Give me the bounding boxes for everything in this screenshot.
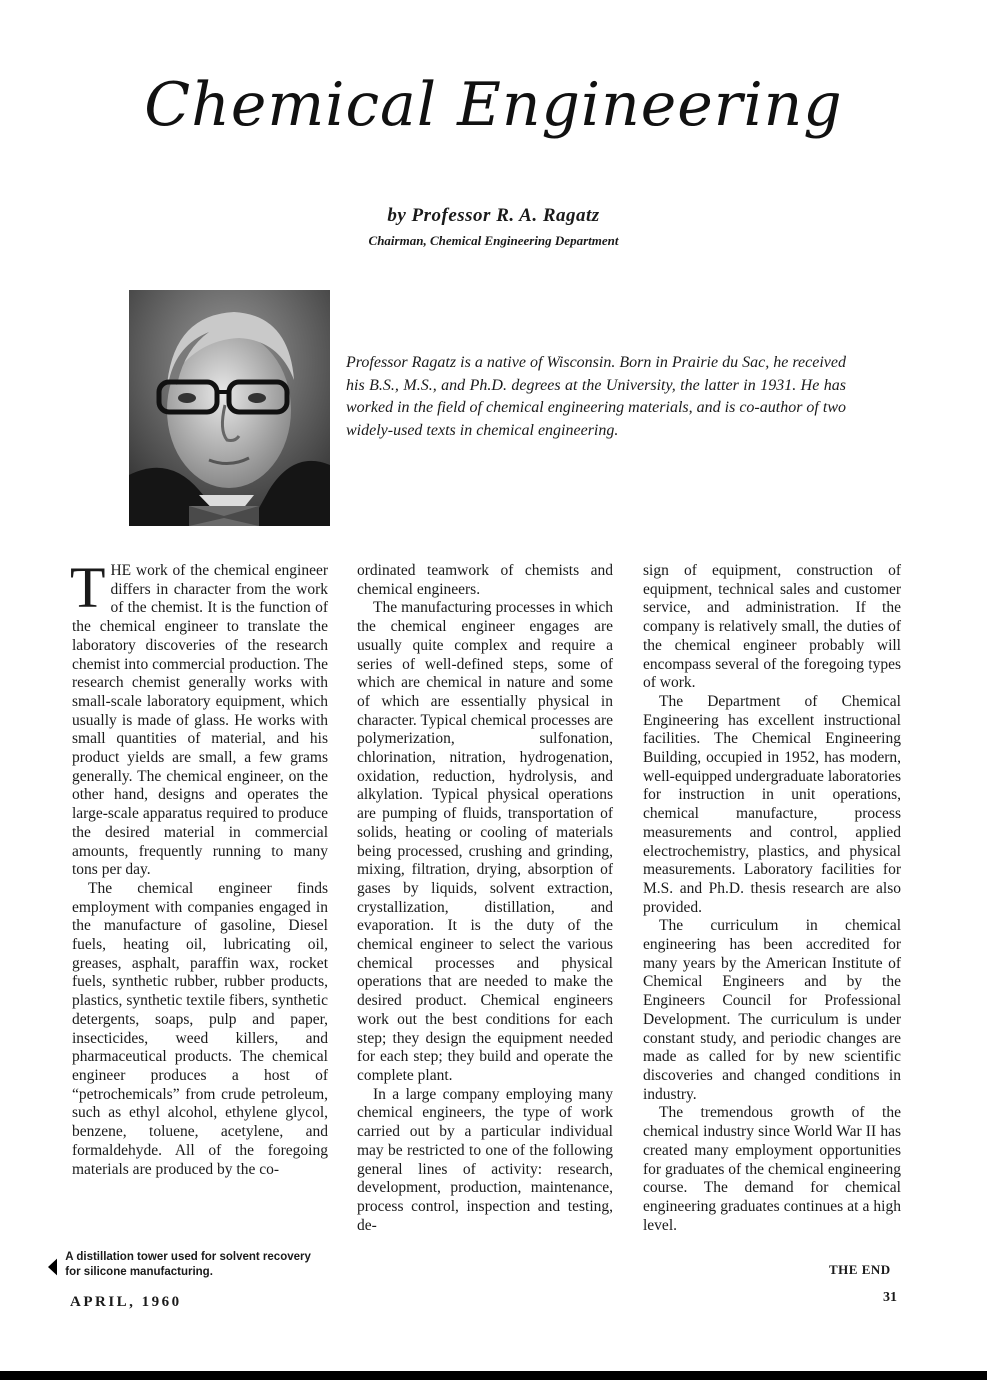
left-pointer-icon (48, 1254, 57, 1280)
paragraph: The curriculum in chemical engineering has been accredited for many years by the American Institute of Chemical Engineers and by the Engineers Council for Professional Development. The curriculum is under constant study, and periodic changes are made as called for by new scientific discoveries and changed conditions in industry. (643, 917, 901, 1103)
article-column-2 (357, 562, 613, 1235)
caption-text: A distillation tower used for solvent recovery for silicone manufacturing. (65, 1251, 311, 1278)
page-bottom-border (0, 1371, 987, 1380)
paragraph: In a large company employing many chemical engineers, the type of work carried out by a particular individual may be restricted to one of the following general lines of activity: research, development, production, maintenance, process control, inspection and testing, de- (357, 1085, 613, 1234)
the-end-mark: THE END (829, 1262, 891, 1277)
portrait-illustration (129, 290, 330, 526)
article-column-1 (70, 555, 328, 1179)
author-affiliation: Chairman, Chemical Engineering Department (368, 233, 619, 248)
author-portrait (129, 290, 330, 526)
paragraph: The chemical engineer finds employment with companies engaged in the manufacture of gasoline, Diesel fuels, heating oil, lubricating oil, greases, asphalt, paraffin wax, rocket fuels, synthetic rubber, rubber products, plastics, synthetic textile fibers, synthetic detergents, soaps, pulp and paper, insecticides, weed killers, and pharmaceutical products. The chemical engineer produces a host of “petrochemicals” from crude petroleum, such as ethyl alcohol, ethylene glycol, benzene, toluene, acetylene, and formaldehyde. All of the foregoing materials are produced by the co- (72, 879, 328, 1178)
article-title: Chemical Engineering (144, 70, 843, 140)
paragraph: ordinated teamwork of chemists and chemical engineers. (357, 562, 613, 598)
issue-date: APRIL, 1960 (70, 1294, 182, 1310)
page-number: 31 (883, 1290, 897, 1305)
author-byline: by Professor R. A. Ragatz (387, 205, 600, 226)
paragraph-intro (70, 555, 328, 880)
drop-cap: T (70, 555, 106, 620)
author-bio: Professor Ragatz is a native of Wisconsin. Born in Prairie du Sac, he received his B.S., M.S., and Ph.D. degrees at the University, the latter in 1931. He has worked in the field of chemical engineering materials, and is co-author of two widely-used texts in chemical engineering. (346, 354, 846, 439)
paragraph: The manufacturing processes in which the chemical engineer engages are usually quite complex and require a series of well-defined steps, some of which are chemical in nature and some of which are essentially physical in character. Typical chemical processes are polymerization, sulfonation, chlorination, nitration, hydrogenation, oxidation, reduction, hydrolysis, and alkylation. Typical physical operations are pumping of fluids, transportation of solids, heating or cooling of materials being processed, crushing and grinding, mixing, filtration, drying, absorption of gases by liquids, solvent extraction, crystallization, distillation, and evaporation. It is the duty of the chemical engineer to select the various chemical processes and physical operations that are needed to make the desired product. Chemical engineers work out the best conditions for each step; they design the equipment needed for each step; they build and operate the complete plant. (357, 599, 613, 1084)
article-column-3 (643, 562, 901, 1235)
paragraph: The Department of Chemical Engineering has excellent instructional facilities. The Chemical Engineering Building, occupied in 1952, has modern, well-equipped undergraduate laboratories for instruction in unit operations, chemical manufacture, process measurements and control, applied electrochemistry, plastics, and physical measurements. Laboratory facilities for M.S. and Ph.D. thesis research are also provided. (643, 692, 901, 916)
photo-caption (48, 1250, 328, 1280)
paragraph: sign of equipment, construction of equipment, technical sales and customer service, and administration. If the company is relatively small, the duties of the chemical engineer probably will encompass several of the foregoing types of work. (643, 562, 901, 692)
paragraph-text: HE work of the chemical engineer differs in character from the work of the chemist. It is the function of the chemical engineer to translate the laboratory discoveries of the research chemist into commercial production. The research chemist generally works with small-scale laboratory equipment, which usually is made of glass. He works with small quantities of material, and his product yields are small, a few grams generally. The chemical engineer, on the other hand, designs and operates the large-scale apparatus required to produce the desired material in commercial amounts, frequently running to many tons per day. (72, 562, 328, 879)
paragraph: The tremendous growth of the chemical industry since World War II has created many employment opportunities for graduates of the chemical engineering course. The demand for chemical engineering graduates continues at a high level. (643, 1104, 901, 1234)
